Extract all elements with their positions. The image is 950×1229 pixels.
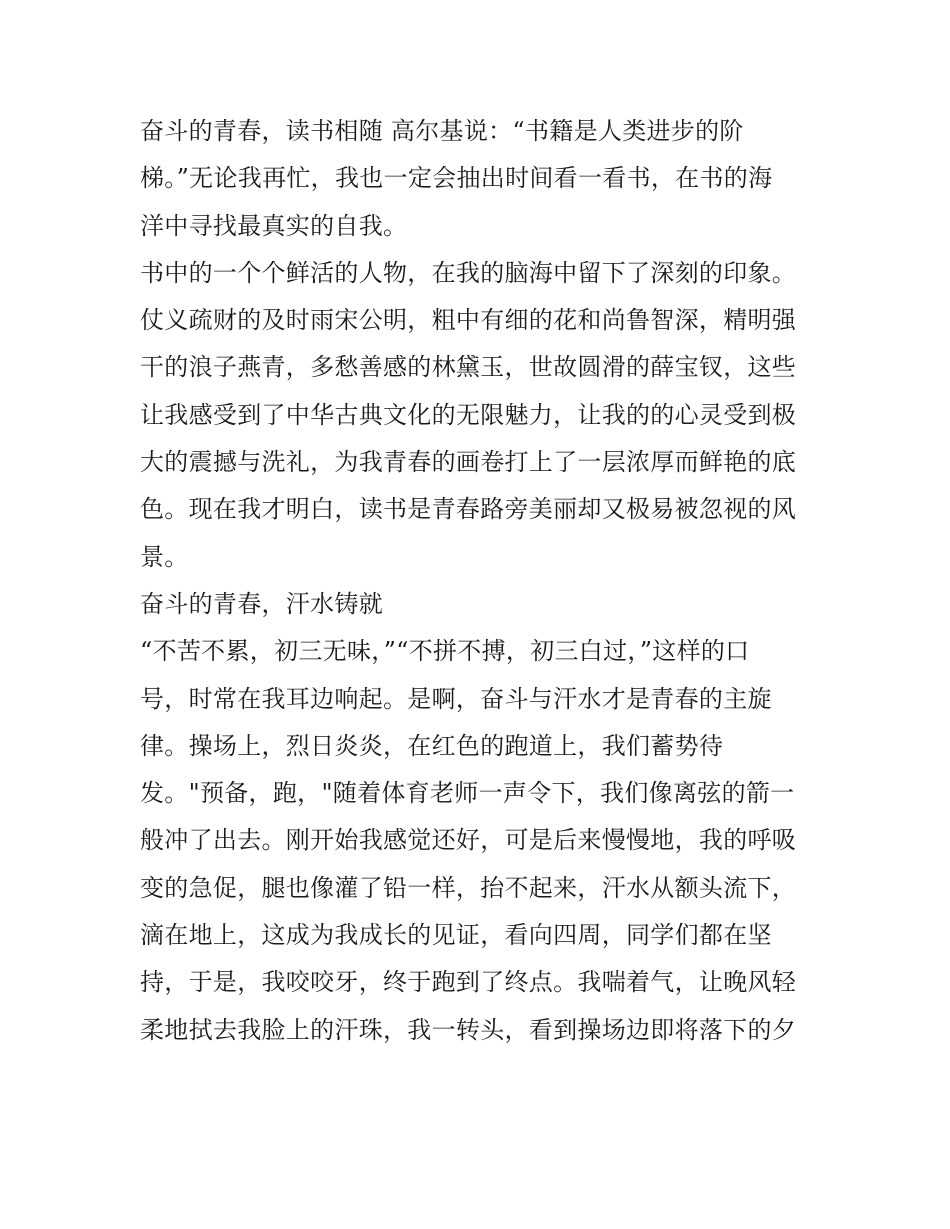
text-line-14: 律。操场上，烈日炎炎，在红色的跑道上，我们蓄势待 [140,731,724,760]
text-line-9: 色。现在我才明白，读书是青春路旁美丽却又极易被忽视的风 [140,495,797,524]
text-line-2: 梯。”无论我再忙，我也一定会抽出时间看一看书，在书的海 [140,164,773,193]
text-line-4: 书中的一个个鲜活的人物，在我的脑海中留下了深刻的印象。 [140,258,797,287]
section-heading: 奋斗的青春，汗水铸就 [140,589,383,618]
text-line-1: 奋斗的青春，读书相随 高尔基说：“书籍是人类进步的阶 [140,117,744,145]
text-line-5: 仗义疏财的及时雨宋公明，粗中有细的花和尚鲁智深，精明强 [140,306,797,335]
essay-text [140,108,830,1054]
text-line-19: 持，于是，我咬咬牙，终于跑到了终点。我喘着气，让晚风轻 [140,968,797,997]
text-line-13: 号，时常在我耳边响起。是啊，奋斗与汗水才是青春的主旋 [140,684,772,713]
text-line-8: 大的震撼与洗礼，为我青春的画卷打上了一层浓厚而鲜艳的底 [140,448,797,477]
text-line-20: 柔地拭去我脸上的汗珠，我一转头，看到操场边即将落下的夕 [140,1015,797,1044]
text-line-6: 干的浪子燕青，多愁善感的林黛玉，世故圆滑的薛宝钗，这些 [140,353,797,382]
text-line-18: 滴在地上，这成为我成长的见证，看向四周，同学们都在坚 [140,921,772,950]
text-line-15: 发。"预备，跑，"随着体育老师一声令下，我们像离弦的箭一 [140,779,795,808]
text-line-3: 洋中寻找最真实的自我。 [140,211,408,240]
text-line-16: 般冲了出去。刚开始我感觉还好，可是后来慢慢地，我的呼吸 [140,826,797,855]
text-line-17: 变的急促，腿也像灌了铅一样，抬不起来，汗水从额头流下， [140,873,797,902]
text-line-7: 让我感受到了中华古典文化的无限魅力，让我的的心灵受到极 [140,400,797,429]
text-line-10: 景。 [140,542,189,571]
text-line-12: “不苦不累，初三无味，”“不拼不搏，初三白过，”这样的口 [140,637,750,666]
